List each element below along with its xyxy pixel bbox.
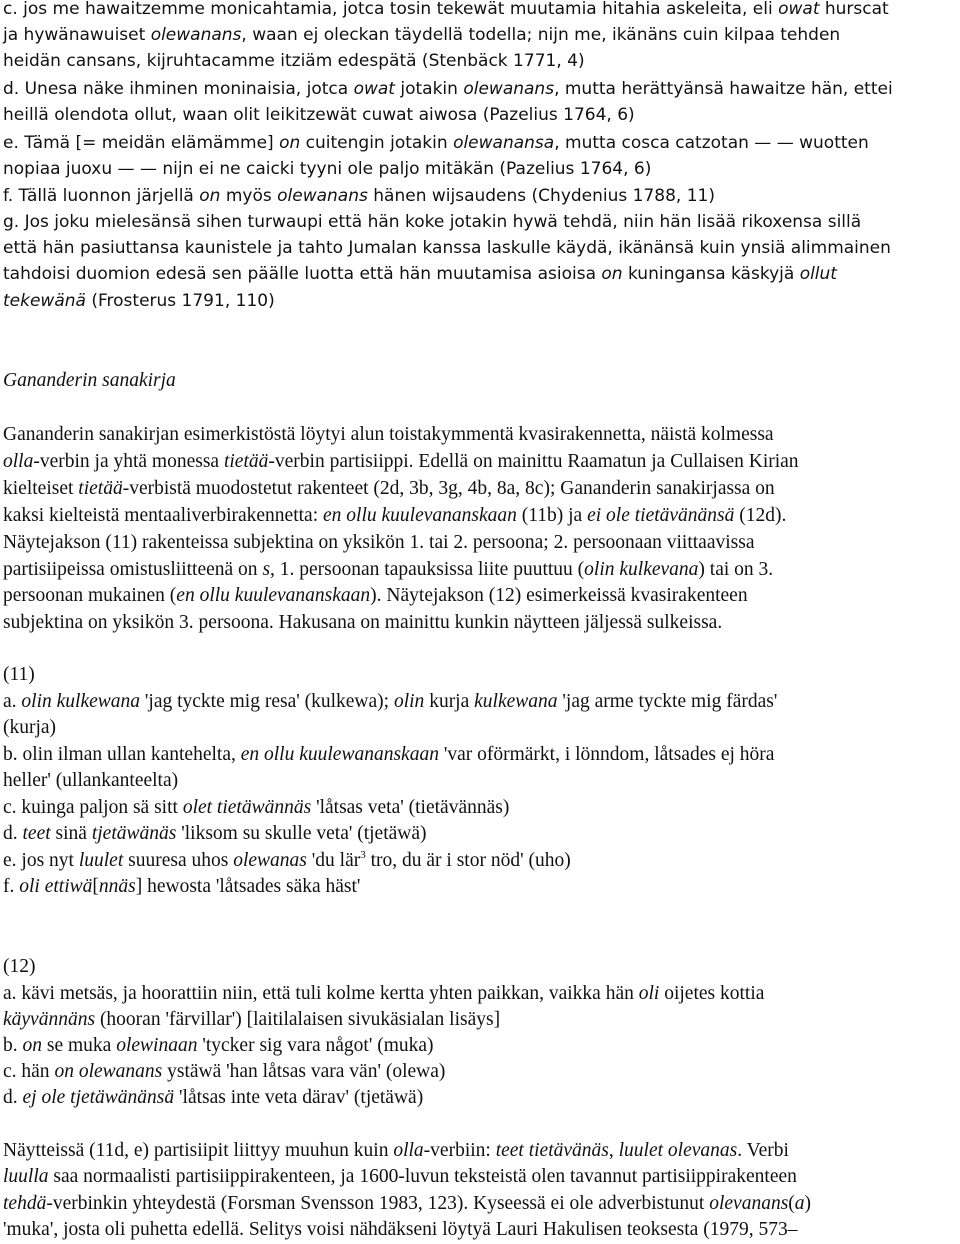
- text-line: [3, 422, 774, 448]
- italic-text: olla: [3, 451, 34, 472]
- text-segment: cuitengin jotakin: [300, 133, 454, 153]
- text-segment: 'jag arme tyckte mig färdas': [557, 691, 778, 712]
- text-segment: hurscat: [819, 0, 889, 19]
- text-line: [3, 742, 774, 768]
- italic-text: luulet: [78, 850, 124, 871]
- italic-text: owat: [778, 0, 820, 19]
- text-line: [3, 689, 777, 715]
- text-segment: että hän pasiuttansa kaunistele ja tahto Jumalan kanssa laskulle käydä, ikänänsä kuin ynsiä alimmainen: [3, 238, 891, 258]
- italic-text: tjetäwänäs: [91, 823, 177, 844]
- text-line: [3, 102, 635, 128]
- text-segment: 'liksom su skulle veta' (tjetäwä): [176, 823, 427, 844]
- text-segment: subjektina on yksikön 3. persoona. Hakusana on mainittu kunkin näytteen jäljessä sulkeissa.: [3, 612, 723, 633]
- italic-text: tehdä: [3, 1193, 47, 1214]
- text-segment: 'muka', josta oli puhetta edellä. Selitys voisi nähdäkseni löytyä Lauri Hakulisen teoksesta (1979, 573–: [3, 1219, 798, 1240]
- text-segment: suuresa uhos: [123, 850, 234, 871]
- text-line: [3, 848, 571, 874]
- text-segment: oijetes kottia: [659, 983, 765, 1004]
- text-line: [3, 981, 764, 1007]
- text-line: [3, 1085, 423, 1111]
- text-line: [3, 1033, 434, 1059]
- italic-text: teet: [22, 823, 51, 844]
- text-segment: (hooran 'färvillar') [laitilalaisen sivukäsialan lisäys]: [95, 1009, 501, 1030]
- text-line: [3, 288, 275, 314]
- text-segment: 'låtsas inte veta därav' (tjetäwä): [174, 1087, 424, 1108]
- text-segment: jotakin: [394, 79, 464, 99]
- italic-text: teet tietävänäs: [495, 1140, 609, 1161]
- italic-text: on: [199, 186, 221, 206]
- text-line: [3, 1138, 789, 1164]
- italic-text: olin kulkewana: [21, 691, 141, 712]
- italic-text: käyvännäns: [3, 1009, 96, 1030]
- italic-text: olewanans: [277, 186, 368, 206]
- text-segment: tro, du är i stor nöd' (uho): [365, 850, 571, 871]
- text-line: [3, 0, 889, 22]
- text-line: [3, 583, 748, 609]
- text-segment: sinä: [50, 823, 92, 844]
- text-segment: , waan ej oleckan täydellä todella; nijn me, ikänäns cuin kilpaa tehden: [241, 25, 841, 45]
- italic-text: oli ettiwä: [19, 876, 93, 897]
- italic-text: olin: [393, 691, 425, 712]
- italic-text: tekewänä: [3, 291, 86, 311]
- text-segment: c. jos me hawaitzemme monicahtamia, jotca tosin tekewät muutamia hitahia askeleita, eli: [3, 0, 779, 19]
- text-segment: Näytejakson (11) rakenteissa subjektina on yksikön 1. tai 2. persoona; 2. persoonaan viittaavissa: [3, 532, 755, 553]
- text-segment: Näytteissä (11d, e) partisiipit liittyy muuhun kuin: [3, 1140, 394, 1161]
- text-segment: kurja: [424, 691, 475, 712]
- text-segment: c. hän: [3, 1061, 55, 1082]
- italic-text: ollut: [799, 264, 837, 284]
- italic-text: olewanans: [150, 25, 242, 45]
- italic-text: tietää: [78, 478, 123, 499]
- text-segment: ): [804, 1193, 812, 1214]
- italic-text: on: [279, 133, 301, 153]
- text-segment: (11): [3, 664, 35, 685]
- text-segment: -verbin ja yhtä monessa: [33, 451, 224, 472]
- italic-text: luulla: [3, 1166, 49, 1187]
- text-line: [3, 235, 891, 261]
- italic-text: olewanans: [463, 79, 555, 99]
- text-segment: (kurja): [3, 717, 57, 738]
- text-segment: b.: [3, 1035, 23, 1056]
- text-line: [3, 530, 754, 556]
- text-line: [3, 557, 773, 583]
- text-segment: , 1. persoonan tapauksissa liite puuttuu (: [270, 559, 585, 580]
- text-line: [3, 449, 799, 475]
- text-line: [3, 368, 176, 394]
- italic-text: luulet olevanas: [618, 1140, 738, 1161]
- italic-text: owat: [353, 79, 395, 99]
- text-segment: ] hewosta 'låtsades säka häst': [135, 876, 361, 897]
- text-segment: nopiaa juoxu — — nijn ei ne caicki tyyni ole paljo mitäkän (Pazelius 1764, 6): [3, 159, 652, 179]
- text-line: [3, 476, 775, 502]
- text-segment: -verbistä muodostetut rakenteet (2d, 3b, 3g, 4b, 8a, 8c); Gananderin sanakirjassa on: [122, 478, 775, 499]
- text-line: [3, 261, 837, 287]
- text-line: [3, 610, 722, 636]
- text-segment: -verbinkin yhteydestä (Forsman Svensson 1983, 123). Kyseessä ei ole adverbistunut: [46, 1193, 710, 1214]
- text-line: [3, 503, 786, 529]
- text-line: [3, 795, 509, 821]
- text-segment: ja hywänawuiset: [3, 25, 151, 45]
- text-line: [3, 1164, 797, 1190]
- text-segment: -verbiin:: [423, 1140, 496, 1161]
- text-line: [3, 768, 178, 794]
- text-segment: a.: [3, 691, 22, 712]
- text-line: [3, 48, 585, 74]
- text-line: [3, 954, 36, 980]
- text-segment: ystäwä 'han låtsas vara vän' (olewa): [162, 1061, 446, 1082]
- text-segment: d.: [3, 1087, 23, 1108]
- italic-text: olla: [393, 1140, 424, 1161]
- text-segment: , mutta cosca catzotan — — wuotten: [554, 133, 869, 153]
- text-line: [3, 183, 715, 209]
- italic-text: on: [601, 264, 623, 284]
- italic-text: kulkewana: [474, 691, 558, 712]
- italic-text: tietää: [223, 451, 269, 472]
- text-segment: tahdoisi duomion edesä sen päälle luotta että hän muutamisa asioisa: [3, 264, 602, 284]
- text-segment: . Verbi: [737, 1140, 789, 1161]
- text-segment: saa normaalisti partisiippirakenteen, ja 1600-luvun teksteistä olen tavannut partisiippirakenteen: [48, 1166, 797, 1187]
- text-segment: hänen wijsaudens (Chydenius 1788, 11): [367, 186, 716, 206]
- text-segment: kielteiset: [3, 478, 79, 499]
- text-segment: heller' (ullankanteelta): [3, 770, 179, 791]
- text-line: [3, 209, 861, 235]
- italic-text: on olewanans: [54, 1061, 163, 1082]
- text-segment: heillä olendota ollut, waan olit leikitzewät cuwat aiwosa (Pazelius 1764, 6): [3, 105, 635, 125]
- footnote-mark: 3: [360, 849, 366, 861]
- italic-text: on: [22, 1035, 42, 1056]
- text-segment: 'tycker sig vara något' (muka): [197, 1035, 434, 1056]
- text-segment: ) tai on 3.: [698, 559, 774, 580]
- text-segment: 'du lär: [306, 850, 361, 871]
- text-line: [3, 76, 893, 102]
- italic-text: olewinaan: [116, 1035, 198, 1056]
- italic-text: olet tietäwännäs: [182, 797, 312, 818]
- italic-text: olin kulkevana: [584, 559, 699, 580]
- text-segment: (12): [3, 956, 36, 977]
- text-line: [3, 1007, 500, 1033]
- italic-text: olewanansa: [453, 133, 555, 153]
- text-line: [3, 1059, 445, 1085]
- text-segment: g. Jos joku mielesänsä sihen turwaupi että hän koke jotakin hywä tehdä, niin hän lisää rikoxensa sillä: [3, 212, 862, 232]
- text-line: [3, 662, 35, 688]
- text-line: [3, 156, 651, 182]
- text-line: [3, 874, 360, 900]
- italic-text: en ollu kuulevananskaan: [323, 505, 517, 526]
- text-segment: 'låtsas veta' (tietävännäs): [311, 797, 510, 818]
- text-line: [3, 1191, 811, 1217]
- text-segment: (Frosterus 1791, 110): [85, 291, 275, 311]
- text-line: [3, 715, 56, 741]
- text-segment: ,: [608, 1140, 619, 1161]
- text-segment: myös: [220, 186, 278, 206]
- text-segment: kuningansa käskyjä: [622, 264, 800, 284]
- text-line: [3, 130, 869, 156]
- text-segment: (12d).: [734, 505, 787, 526]
- text-segment: , mutta herättyänsä hawaitze hän, ettei: [554, 79, 893, 99]
- text-line: [3, 1217, 797, 1243]
- italic-text: Gananderin sanakirja: [3, 370, 176, 391]
- text-segment: persoonan mukainen (: [3, 585, 177, 606]
- text-segment: [: [92, 876, 99, 897]
- text-segment: d. Unesa näke ihminen moninaisia, jotca: [3, 79, 354, 99]
- italic-text: a: [794, 1193, 805, 1214]
- text-segment: a. kävi metsäs, ja hoorattiin niin, että tuli kolme kertta yhten paikkan, vaikka hän: [3, 983, 639, 1004]
- text-segment: partisiipeissa omistusliitteenä on: [3, 559, 263, 580]
- text-segment: 'jag tyckte mig resa' (kulkewa);: [140, 691, 394, 712]
- italic-text: olevanans: [709, 1193, 789, 1214]
- text-segment: b. olin ilman ullan kantehelta,: [3, 744, 241, 765]
- text-segment: (: [788, 1193, 795, 1214]
- text-segment: f. Tällä luonnon järjellä: [3, 186, 200, 206]
- text-segment: -verbin partisiippi. Edellä on mainittu Raamatun ja Cullaisen Kirian: [268, 451, 799, 472]
- italic-text: en ollu kuulewananskaan: [240, 744, 439, 765]
- text-segment: c. kuinga paljon sä sitt: [3, 797, 183, 818]
- text-segment: d.: [3, 823, 23, 844]
- text-segment: Gananderin sanakirjan esimerkistöstä löytyi alun toistakymmentä kvasirakennetta, näistä kolmessa: [3, 424, 774, 445]
- italic-text: nnäs: [98, 876, 136, 897]
- text-line: [3, 821, 427, 847]
- text-segment: heidän cansans, kijruhtacamme itziäm edespätä (Stenbäck 1771, 4): [3, 51, 585, 71]
- text-segment: 'var oförmärkt, i lönndom, låtsades ej höra: [438, 744, 775, 765]
- italic-text: s: [262, 559, 271, 580]
- text-segment: ). Näytejakson (12) esimerkeissä kvasirakenteen: [370, 585, 748, 606]
- text-line: [3, 22, 840, 48]
- italic-text: ej ole tjetäwänänsä: [22, 1087, 175, 1108]
- text-segment: e. Tämä [= meidän elämämme]: [3, 133, 280, 153]
- italic-text: ei ole tietävänänsä: [587, 505, 735, 526]
- italic-text: oli: [638, 983, 660, 1004]
- text-segment: f.: [3, 876, 20, 897]
- text-segment: e. jos nyt: [3, 850, 79, 871]
- text-segment: (11b) ja: [516, 505, 588, 526]
- text-segment: kaksi kielteistä mentaaliverbirakennetta:: [3, 505, 323, 526]
- italic-text: en ollu kuulevananskaan: [176, 585, 371, 606]
- text-segment: se muka: [42, 1035, 117, 1056]
- italic-text: olewanas: [233, 850, 307, 871]
